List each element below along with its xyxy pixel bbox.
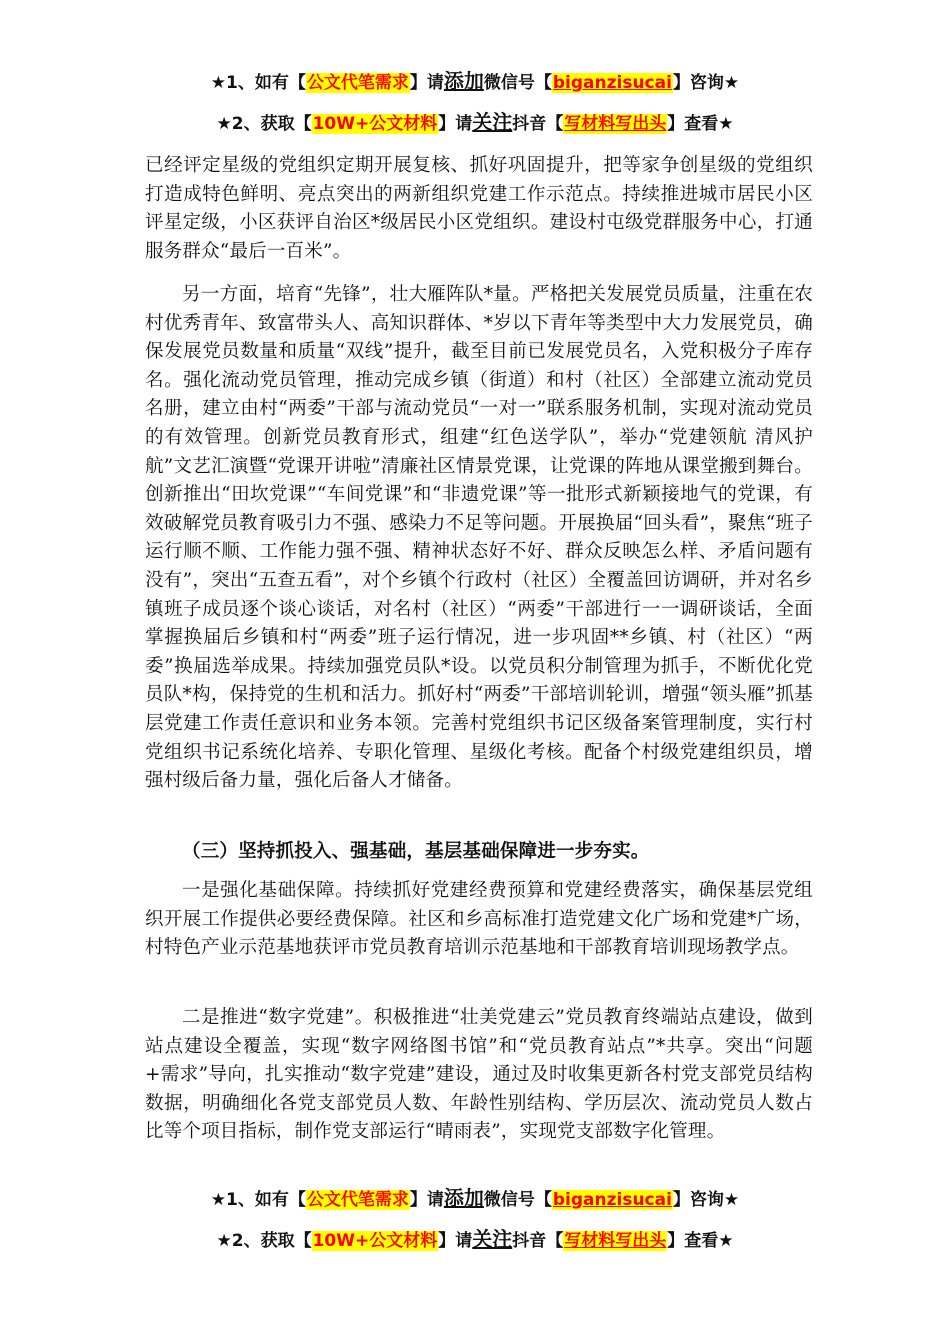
banner-text: 】查看★ (667, 114, 734, 134)
paragraph-1: 已经评定星级的党组织定期开展复核、抓好巩固提升，把等家争创星级的党组织打造成特色鲜明、亮点突出的两新组织党建工作示范点。持续推进城市居民小区评星定级，小区获评自治区*级居民小区党组织。建设村屯级党群服务中心，打通服务群众“最后一百米”。 (145, 155, 813, 262)
section-heading: （三）坚持抓投入、强基础，基层基础保障进一步夯实。 (182, 841, 650, 862)
banner-text: 】请 (438, 1231, 473, 1251)
banner-text: 】查看★ (667, 1231, 734, 1251)
banner-text: ★2、获取【 (216, 114, 312, 134)
douyin-account: 写材料写出头 (564, 1231, 667, 1251)
wechat-id: biganzisucai (552, 1190, 672, 1210)
wechat-id: biganzisucai (552, 73, 672, 93)
banner-text: 】请 (409, 73, 444, 93)
banner-text: 】咨询★ (672, 73, 740, 93)
underlined-text: 关注 (472, 1227, 513, 1251)
highlight-service: 公文代笔需求 (306, 1190, 409, 1210)
banner-text: 微信号【 (483, 1190, 552, 1210)
top-banner-line-1 (0, 69, 950, 95)
underlined-text: 添加 (443, 1186, 484, 1210)
bottom-banner-line-2 (0, 1227, 950, 1253)
banner-text: ★1、如有【 (210, 1190, 306, 1210)
underlined-text: 添加 (443, 69, 484, 93)
highlight-materials: 10W+公文材料 (312, 114, 438, 134)
highlight-service: 公文代笔需求 (306, 73, 409, 93)
top-banner-line-2 (0, 110, 950, 136)
underlined-text: 关注 (472, 110, 513, 134)
banner-text: 】咨询★ (672, 1190, 740, 1210)
douyin-account: 写材料写出头 (564, 114, 667, 134)
banner-text: ★1、如有【 (210, 73, 306, 93)
paragraph-3: 一是强化基础保障。持续抓好党建经费预算和党建经费落实，确保基层党组织开展工作提供必要经费保障。社区和乡高标准打造党建文化广场和党建*广场，村特色产业示范基地获评市党员教育培训示范基地和干部教育培训现场教学点。 (145, 880, 813, 959)
banner-text: 】请 (409, 1190, 444, 1210)
highlight-materials: 10W+公文材料 (312, 1231, 438, 1251)
bottom-banner-line-1 (0, 1186, 950, 1212)
paragraph-2: 另一方面，培育“先锋”，壮大雁阵队*量。严格把关发展党员质量，注重在农村优秀青年、致富带头人、高知识群体、*岁以下青年等类型中大力发展党员，确保发展党员数量和质量“双线”提升，截至目前已发展党员名，入党积极分子库存名。强化流动党员管理，推动完成乡镇（街道）和村（社区）全部建立流动党员名册，建立由村“两委”干部与流动党员“一对一”联系服务机制，实现对流动党员的有效管理。创新党员教育形式，组建“红色送学队”，举办“党建领航 清风护航”文艺汇演暨“党课开讲啦”清廉社区情景党课，让党课的阵地从课堂搬到舞台。创新推出“田坎党课”“车间党课”和“非遗党课”等一批形式新颖接地气的党课，有效破解党员教育吸引力不强、感染力不足等问题。开展换届“回头看”，聚焦“班子运行顺不顺、工作能力强不强、精神状态好不好、群众反映怎么样、矛盾问题有没有”，突出“五查五看”，对个乡镇个行政村（社区）全覆盖回访调研，并对名乡镇班子成员逐个谈心谈话，对名村（社区）“两委”干部进行一一调研谈话，全面掌握换届后乡镇和村“两委”班子运行情况，进一步巩固**乡镇、村（社区）“两委”换届选举成果。持续加强党员队*设。以党员积分制管理为抓手，不断优化党员队*构，保持党的生机和活力。抓好村“两委”干部培训轮训，增强“领头雁”抓基层党建工作责任意识和业务本领。完善村党组织书记区级备案管理制度，实行村党组织书记系统化培养、专职化管理、星级化考核。配备个村级党建组织员，增强村级后备力量，强化后备人才储备。 (145, 284, 813, 792)
banner-text: 抖音【 (512, 114, 564, 134)
banner-text: 微信号【 (483, 73, 552, 93)
banner-text: 抖音【 (512, 1231, 564, 1251)
paragraph-4: 二是推进“数字党建”。积极推进“壮美党建云”党员教育终端站点建设，做到站点建设全覆盖，实现“数字网络图书馆”和“党员教育站点”*共享。突出“问题+需求”导向，扎实推动“数字党建”建设，通过及时收集更新各村党支部党员结构数据，明确细化各党支部党员人数、年龄性别结构、学历层次、流动党员人数占比等个项目指标，制作党支部运行“晴雨表”，实现党支部数字化管理。 (145, 1007, 813, 1143)
banner-text: ★2、获取【 (216, 1231, 312, 1251)
banner-text: 】请 (438, 114, 473, 134)
